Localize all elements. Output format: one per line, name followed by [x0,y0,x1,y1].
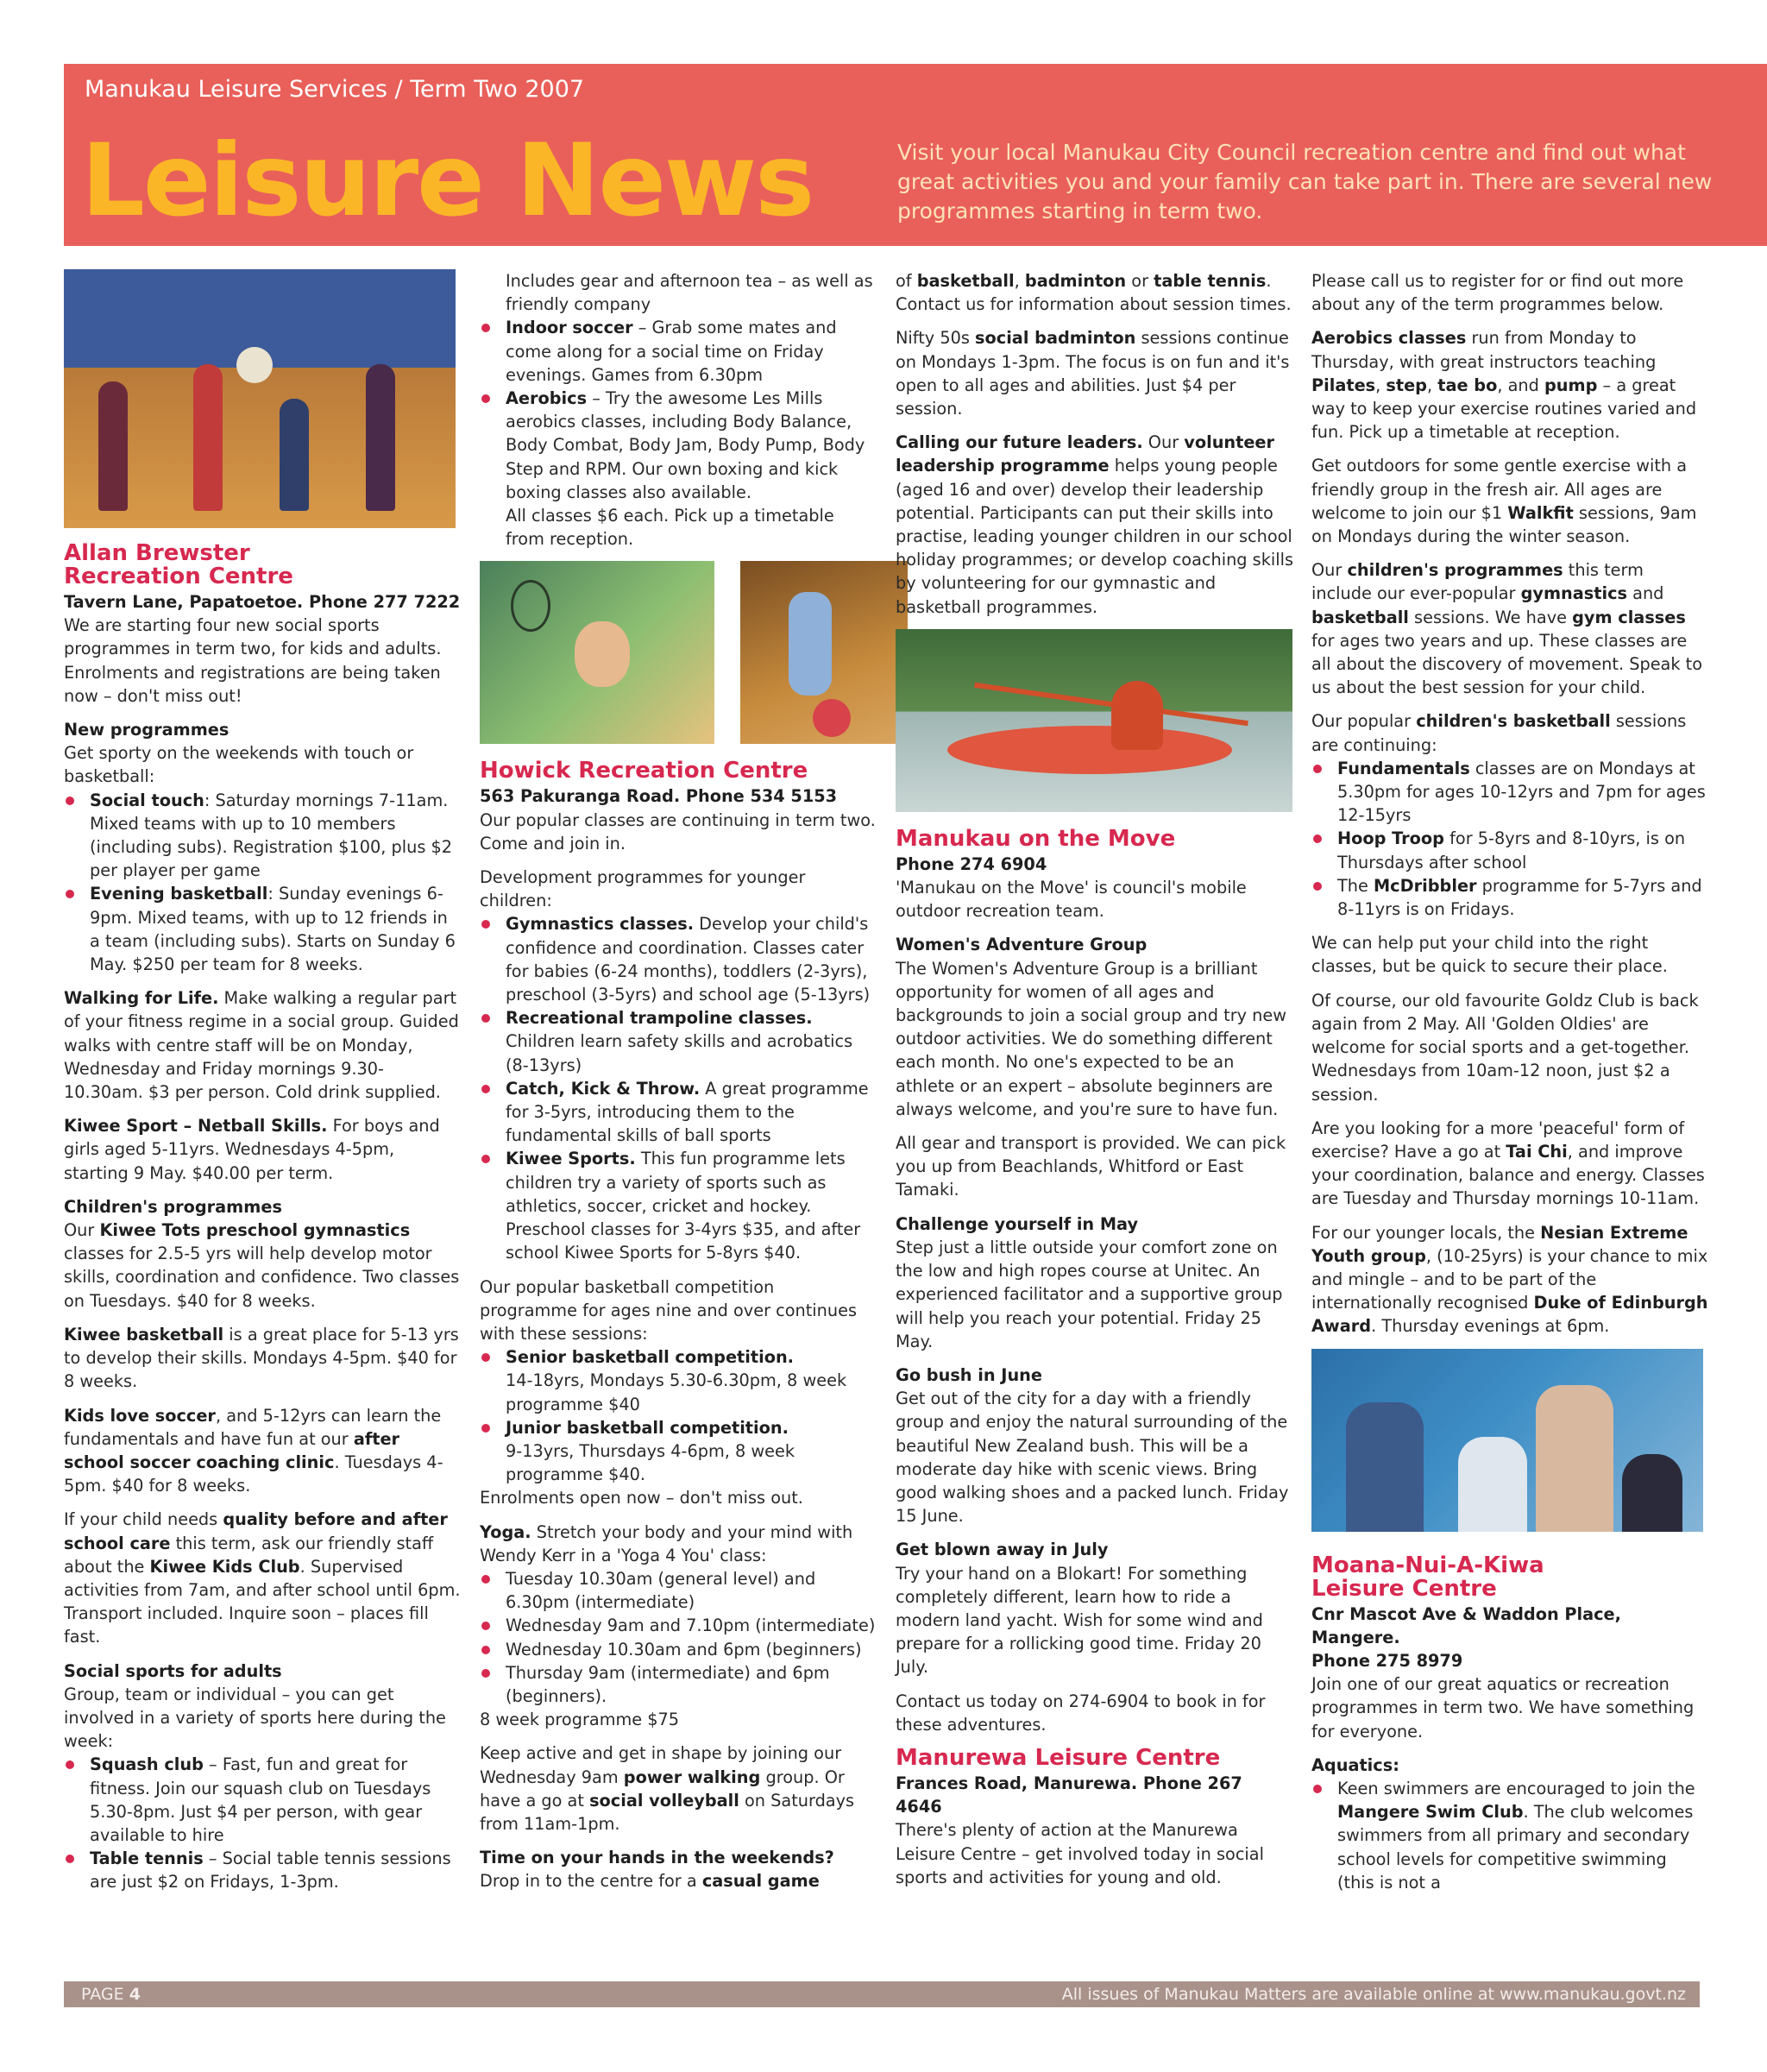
list-item: Kiwee Sports. This fun programme lets children try a variety of sports such as athletics, soccer, cricket and hockey. Preschool classes for 3-4yrs $35, and after school Kiwee Sports for 5-8yrs $40. [480,1147,877,1264]
badminton-photo [480,561,714,744]
issue-kicker: Manukau Leisure Services / Term Two 2007 [85,76,585,103]
move-intro: 'Manukau on the Move' is council's mobile outdoor recreation team. [896,878,1247,922]
moana-phone: Phone 275 8979 [1311,1650,1463,1671]
july-heading: Get blown away in July [896,1540,1109,1560]
column-1 [64,269,461,1894]
list-item: Junior basketball competition. 9-13yrs, Thursdays 4-6pm, 8 week programme $40. [480,1416,877,1487]
howick-photos [480,561,877,744]
womens-adventure-heading: Women's Adventure Group [896,935,1148,955]
childrens-basketball-list [1311,757,1708,921]
school-care: If your child needs quality before and after school care this term, ask our friendly staff about the Kiwee Kids Club. Supervised activities from 7am, and after school until 6pm. Transport included. Inquire soon – places fill fast. [64,1509,461,1647]
list-item: Hoop Troop for 5-8yrs and 8-10yrs, is on Thursdays after school [1311,827,1708,873]
childrens-programmes-heading: Children's programmes [64,1196,282,1217]
list-item: The McDribbler programme for 5-7yrs and 8-11yrs is on Fridays. [1311,874,1708,921]
list-item: Catch, Kick & Throw. A great programme for 3-5yrs, introducing them to the fundamental skills of ball sports [480,1077,877,1148]
june-text: Get out of the city for a day with a friendly group and enjoy the natural surrounding of the beautiful New Zealand bush. This will be a moderate day hike with scenic views. Bring good walking shoes and a packed lunch. Friday 15 June. [896,1389,1289,1527]
basketball-intro: Our popular basketball competition programme for ages nine and over continues with these sessions: [480,1276,858,1344]
may-text: Step just a little outside your comfort zone on the low and high ropes course at Unitec. An experienced facilitator and a supportive group will help you reach your potential. Friday 25 May. [896,1237,1283,1351]
netball-skills: Kiwee Sport – Netball Skills. For boys and girls aged 5-11yrs. Wednesdays 4-5pm, starting 9 May. $40.00 per term. [64,1116,440,1183]
moana-title: Moana-Nui-A-Kiwa [1311,1552,1544,1578]
moana-intro: Join one of our great aquatics or recreation programmes in term two. We have something for everyone. [1311,1674,1695,1741]
list-item: Evening basketball: Sunday evenings 6-9pm. Mixed teams, with up to 12 friends in a team (including subs). Starts on Sunday 6 May. $250 per team for 8 weeks. [64,882,461,976]
kiwee-tots: Our Kiwee Tots preschool gymnastics classes for 2.5-5 yrs will help develop motor skills, coordination and confidence. Two classes on Tuesdays. $40 for 8 weeks. [64,1220,460,1311]
future-leaders: Calling our future leaders. Our volunteer leadership programme helps young people (aged 16 and over) develop their leadership potential. Participants can put their skills into practise, leading younger children in our school holiday programmes; or develop coaching skills by volunteering for our gymnastic and basketball programmes. [896,432,1293,617]
may-heading: Challenge yourself in May [896,1213,1139,1234]
list-item: Fundamentals classes are on Mondays at 5.30pm for ages 10-12yrs and 7pm for ages 12-15yrs [1311,757,1708,828]
manurewa-intro: There's plenty of action at the Manurewa Leisure Centre – get involved today in social sports and activities for young and old. [896,1820,1264,1887]
allan-brewster-title: Allan Brewster [64,540,250,566]
page-footer [64,1981,1700,2007]
howick-title: Howick Recreation Centre [480,758,808,784]
goldz-club: Of course, our old favourite Goldz Club is back again from 2 May. All 'Golden Oldies' are welcome for social sports and a get-together. Wednesdays from 10am-12 noon, just $2 a session. [1311,990,1699,1105]
contact-us: Contact us today on 274-6904 to book in for these adventures. [896,1691,1266,1735]
new-programmes-list [64,789,461,977]
page-number: PAGE 4 [81,1985,141,2004]
gear-transport: All gear and transport is provided. We can pick you up from Beachlands, Whitford or East Tamaki. [896,1133,1286,1200]
list-item: Social touch: Saturday mornings 7-11am. Mixed teams with up to 10 members (including subs). Registration $100, plus $2 per player per game [64,789,461,883]
allan-intro: We are starting four new social sports programmes in term two, for kids and adults. Enrolments and registrations are being taken now – don't miss out! [64,615,442,706]
walkfit: Get outdoors for some gentle exercise with a friendly group in the fresh air. All ages are welcome to join our $1 Walkfit sessions, 9am on Mondays during the winter season. [1311,456,1697,547]
casual-game-continued: of basketball, badminton or table tennis. Contact us for information about session times. [896,271,1292,315]
yoga-list [480,1567,877,1708]
moana-kids-photo [1311,1349,1703,1532]
list-item: Aerobics – Try the awesome Les Mills aerobics classes, including Body Balance, Body Combat, Body Jam, Body Pump, Body Step and RPM. Our own boxing and kick boxing classes also available. [480,387,877,504]
online-notice: All issues of Manukau Matters are available online at www.manukau.govt.nz [1061,1985,1686,2004]
nesian-extreme: For our younger locals, the Nesian Extreme Youth group, (10-25yrs) is your chance to mix and mingle – and to be part of the internationally recognised Duke of Edinburgh Award. Thursday evenings at 6pm. [1311,1222,1708,1337]
banner-intro: Visit your local Manukau City Council recreation centre and find out what great activities you and your family can take part in. There are several new programmes starting in term two. [897,140,1713,224]
development-intro: Development programmes for younger children: [480,867,806,911]
new-programmes-heading: New programmes [64,720,230,740]
allan-brewster-title-2: Recreation Centre [64,564,293,589]
yoga-price: 8 week programme $75 [480,1710,680,1730]
development-list [480,912,877,1264]
aerobics-classes: Aerobics classes run from Monday to Thursday, with great instructors teaching Pilates, step, tae bo, and pump – a great way to keep your exercise routines varied and fun. Pick up a timetable at reception. [1311,328,1697,443]
list-item: Recreational trampoline classes. Children learn safety skills and acrobatics (8-13yrs) [480,1006,877,1077]
moana-address: Cnr Mascot Ave & Waddon Place, Mangere. [1311,1603,1621,1647]
gym-kids-photo [64,269,456,528]
column-4 [1311,269,1708,1894]
nifty-50s: Nifty 50s social badminton sessions continue on Mondays 1-3pm. The focus is on fun and it's open to all ages and abilities. Just $4 per session. [896,328,1290,419]
list-item: Keen swimmers are encouraged to join the Mangere Swim Club. The club welcomes swimmers from all primary and secondary school levels for competitive swimming (this is not a [1311,1777,1708,1894]
kiwee-basketball: Kiwee basketball is a great place for 5-13 yrs to develop their skills. Mondays 4-5pm. $40 for 8 weeks. [64,1324,459,1392]
july-text: Try your hand on a Blokart! For something completely different, learn how to ride a modern land yacht. Wish for some wind and prepare for a rollicking good time. Friday 20 July. [896,1563,1263,1678]
list-item: Senior basketball competition. 14-18yrs, Mondays 5.30-6.30pm, 8 week programme $40 [480,1345,877,1416]
kayak-photo [896,629,1292,812]
june-heading: Go bush in June [896,1364,1042,1385]
kids-love-soccer: Kids love soccer, and 5-12yrs can learn the fundamentals and have fun at our after school soccer coaching clinic. Tuesdays 4-5pm. $40 for 8 weeks. [64,1405,443,1496]
moana-title-2: Leisure Centre [1311,1575,1497,1602]
move-phone: Phone 274 6904 [896,853,1047,874]
list-item: Wednesday 10.30am and 6pm (beginners) [480,1638,877,1661]
new-programmes-intro: Get sporty on the weekends with touch or basketball: [64,743,414,787]
social-sports-heading: Social sports for adults [64,1660,282,1681]
social-sports-list [64,1753,461,1893]
allan-brewster-address: Tavern Lane, Papatoetoe. Phone 277 7222 [64,592,461,612]
aquatics-heading: Aquatics: [1311,1754,1399,1775]
social-sports-intro: Group, team or individual – you can get involved in a variety of sports here during the week: [64,1684,446,1752]
help-placement: We can help put your child into the right classes, but be quick to secure their place. [1311,933,1668,977]
childrens-programmes: Our children's programmes this term include our ever-popular gymnastics and basketball sessions. We have gym classes for ages two years and up. These classes are all about the discovery of movement. Speak to us about the best session for your child. [1311,560,1703,698]
manukau-on-the-move-title: Manukau on the Move [896,825,1176,852]
column-2 [480,269,877,1893]
womens-adventure-text: The Women's Adventure Group is a brilliant opportunity for women of all ages and backgrounds to join a social group and try new outdoor activities. We do something different each month. No one's expected to be an athlete or an expert – absolute beginners are always welcome, and you're sure to have fun. [896,958,1287,1119]
table-tennis-continued: Includes gear and afternoon tea – as well as friendly company [506,271,873,315]
manurewa-title: Manurewa Leisure Centre [896,1744,1221,1771]
kid-ball-photo [740,561,908,744]
basketball-list [480,1345,877,1486]
howick-intro: Our popular classes are continuing in term two. Come and join in. [480,809,876,853]
masthead-banner [64,64,1767,246]
howick-address: 563 Pakuranga Road. Phone 534 5153 [480,786,838,807]
list-item: Squash club – Fast, fun and great for fitness. Join our squash club on Tuesdays 5.30-8pm. Just $4 per person, with gear available to hire [64,1753,461,1847]
more-social-sports-list [480,316,877,504]
column-3 [896,269,1294,1889]
time-on-your-hands: Time on your hands in the weekends? Drop in to the centre for a casual game [480,1848,834,1892]
list-item: Gymnastics classes. Develop your child's confidence and coordination. Classes cater for babies (6-24 months), toddlers (2-3yrs), preschool (3-5yrs) and school age (5-13yrs) [480,912,877,1006]
list-item: Indoor soccer – Grab some mates and come along for a social time on Friday evenings. Games from 6.30pm [480,316,877,387]
tai-chi: Are you looking for a more 'peaceful' form of exercise? Have a go at Tai Chi, and improve your coordination, balance and energy. Classes are Tuesday and Thursday mornings 10-11am. [1311,1118,1705,1209]
keep-active: Keep active and get in shape by joining our Wednesday 9am power walking group. Or have a go at social volleyball on Saturdays from 11am-1pm. [480,1743,855,1834]
list-item: Thursday 9am (intermediate) and 6pm (beginners). [480,1661,877,1708]
list-item: Tuesday 10.30am (general level) and 6.30pm (intermediate) [480,1567,877,1614]
childrens-basketball: Our popular children's basketball sessions are continuing: [1311,711,1687,755]
aquatics-list [1311,1777,1708,1894]
manurewa-address: Frances Road, Manurewa. Phone 267 4646 [896,1773,1242,1817]
list-item: Table tennis – Social table tennis sessions are just $2 on Fridays, 1-3pm. [64,1847,461,1893]
page-title: Leisure News [81,123,814,239]
list-item: Wednesday 9am and 7.10pm (intermediate) [480,1614,877,1637]
yoga-intro: Yoga. Stretch your body and your mind with Wendy Kerr in a 'Yoga 4 You' class: [480,1521,853,1565]
enrolments-note: Enrolments open now – don't miss out. [480,1488,803,1508]
aerobics-price: All classes $6 each. Pick up a timetable from reception. [506,506,834,550]
call-to-register: Please call us to register for or find out more about any of the term programmes below. [1311,271,1684,315]
walking-for-life: Walking for Life. Make walking a regular part of your fitness regime in a social group. Guided walks with centre staff will be on Monday, Wednesday and Friday mornings 9.30-10.30am. $3 per person. Cold drink supplied. [64,988,459,1103]
